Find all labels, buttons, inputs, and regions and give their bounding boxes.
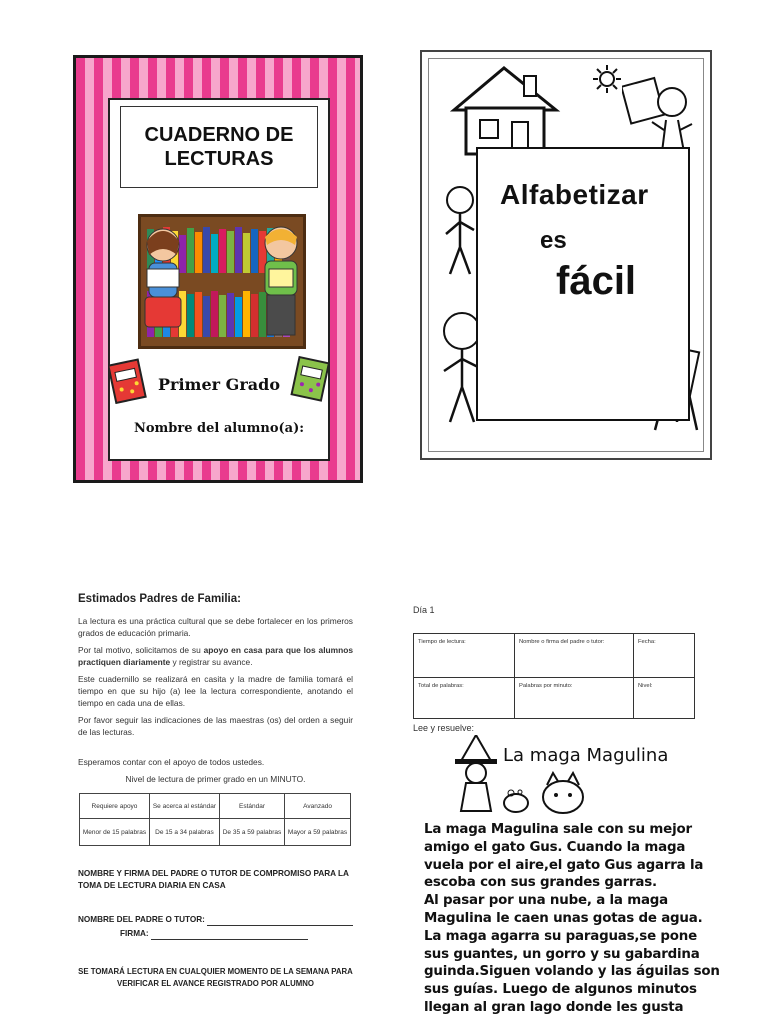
date-cell[interactable]: Fecha:	[634, 634, 695, 678]
story-title: La maga Magulina	[503, 745, 669, 766]
reading-notebook-cover	[73, 55, 363, 483]
witch-icon	[451, 735, 501, 815]
notice-text: SE TOMARÁ LECTURA EN CUALQUIER MOMENTO DE LA SEMANA PARA VERIFICAR EL AVANCE REGISTRADO POR ALUMNO	[78, 967, 353, 988]
story-line: llegan al gran lago donde les gusta	[424, 999, 684, 1015]
story-line: escoba con sus grandes garras.	[424, 875, 657, 891]
girl-reading-icon	[133, 223, 193, 343]
signature-line[interactable]	[151, 930, 308, 940]
level-value-1: Menor de 15 palabras	[80, 819, 150, 846]
p2-bold: apoyo en casa para que los alumnos practiquen diariamente	[78, 645, 353, 667]
level-value-4: Mayor a 59 palabras	[285, 819, 351, 846]
cauldron-icon	[501, 789, 531, 815]
level-header-4: Avanzado	[285, 794, 351, 819]
bookshelf-illustration	[138, 214, 306, 349]
letter-heading: Estimados Padres de Familia:	[78, 593, 241, 605]
letter-paragraph-1: La lectura es una práctica cultural que se debe fortalecer en los primeros grados de educación primaria.	[78, 616, 353, 638]
sun-icon	[592, 64, 622, 94]
cover-word-2: es	[540, 227, 567, 254]
story-line: Magulina le caen unas gotas de agua.	[424, 910, 703, 926]
kid-left-top-icon	[440, 182, 480, 282]
p2-start: Por tal motivo, solicitamos de su	[78, 645, 204, 655]
day-1-worksheet	[413, 605, 720, 1017]
level-header-1: Requiere apoyo	[80, 794, 150, 819]
total-words-cell[interactable]: Total de palabras:	[414, 678, 515, 719]
table-row	[80, 794, 351, 819]
reading-record-table	[413, 633, 695, 719]
story-line: sus guías. Luego de algunos minutos	[424, 982, 697, 998]
cover-title-box	[120, 106, 318, 188]
cover-title: CUADERNO DE LECTURAS	[144, 124, 294, 170]
letter-paragraph-3: Este cuadernillo se realizará en casita y la madre de familia tomará el tiempo en que su hijo (a) lee la lectura correspondiente, anotando el tiempo en cada una de ellas.	[78, 674, 353, 708]
parent-name-line[interactable]	[207, 916, 353, 926]
cover-word-1: Alfabetizar	[500, 179, 649, 210]
parent-letter	[78, 593, 353, 990]
boy-reading-icon	[251, 221, 311, 346]
story-line: amigo el gato Gus. Cuando la maga	[424, 839, 686, 855]
literacy-cover	[420, 50, 712, 460]
story-line: La maga agarra su paraguas,se pone	[424, 928, 698, 944]
signature-row	[120, 928, 308, 940]
level-header-3: Estándar	[219, 794, 284, 819]
signature-label: FIRMA:	[120, 929, 149, 938]
story-line: guinda.Siguen volando y las águilas son	[424, 964, 720, 980]
table-row	[414, 678, 695, 719]
story-line: vuela por el aire,el gato Gus agarra la	[424, 857, 704, 873]
parent-signature-cell[interactable]: Nombre o firma del padre o tutor:	[515, 634, 634, 678]
day-label: Día 1	[413, 605, 435, 615]
student-name-label: Nombre del alumno(a):	[133, 421, 305, 436]
table-row	[414, 634, 695, 678]
level-value-2: De 15 a 34 palabras	[149, 819, 219, 846]
level-header-2: Se acerca al estándar	[149, 794, 219, 819]
table-row	[80, 819, 351, 846]
house-icon	[444, 62, 574, 157]
commitment-text: NOMBRE Y FIRMA DEL PADRE O TUTOR DE COMPROMISO PARA LA TOMA DE LECTURA DIARIA EN CASA	[78, 869, 349, 890]
parent-name-label: NOMBRE DEL PADRE O TUTOR:	[78, 915, 205, 924]
cat-icon	[537, 771, 587, 817]
reading-level-table	[79, 793, 351, 846]
story-header	[413, 733, 703, 821]
story-text	[424, 821, 720, 1017]
title-panel	[476, 147, 690, 421]
level-caption: Nivel de lectura de primer grado en un MINUTO.	[125, 774, 306, 784]
words-per-minute-cell[interactable]: Palabras por minuto:	[515, 678, 634, 719]
grade-label: Primer Grado	[158, 375, 280, 394]
reading-time-cell[interactable]: Tiempo de lectura:	[414, 634, 515, 678]
story-line: sus guantes, un gorro y su gabardina	[424, 946, 700, 962]
letter-paragraph-4: Por favor seguir las indicaciones de las maestras (os) del orden a seguir de las lecturas.	[78, 715, 353, 737]
parent-name-row	[78, 914, 353, 926]
level-cell[interactable]: Nivel:	[634, 678, 695, 719]
p2-end: y registrar su avance.	[170, 657, 253, 667]
cover-word-3: fácil	[556, 259, 637, 303]
cover-card	[108, 98, 330, 461]
instruction-label: Lee y resuelve:	[413, 723, 475, 733]
story-line: La maga Magulina sale con su mejor	[424, 822, 692, 837]
story-line: Al pasar por una nube, a la maga	[424, 893, 669, 909]
letter-paragraph-2	[78, 644, 353, 668]
letter-paragraph-5: Esperamos contar con el apoyo de todos ustedes.	[78, 757, 265, 767]
level-value-3: De 35 a 59 palabras	[219, 819, 284, 846]
